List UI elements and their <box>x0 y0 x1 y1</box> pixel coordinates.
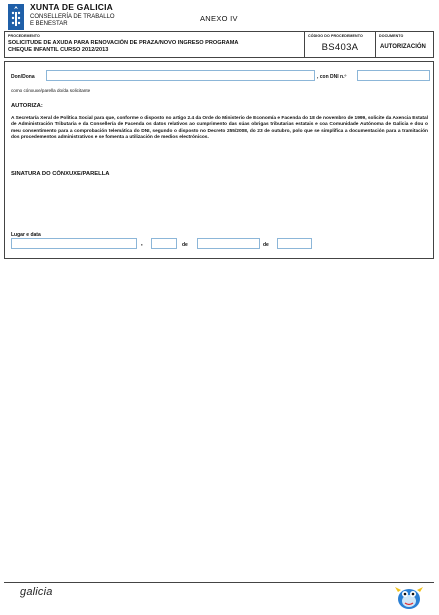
don-dona-label: Don/Dona <box>11 74 35 80</box>
dni-label: , con DNI n.º <box>317 74 347 80</box>
mascot-icon <box>390 584 428 612</box>
authorize-title: AUTORIZA: <box>11 103 43 109</box>
name-input[interactable] <box>46 70 315 81</box>
dni-input[interactable] <box>357 70 430 81</box>
procedure-title-line-2: CHEQUE INFANTIL CURSO 2012/2013 <box>8 47 109 53</box>
month-input[interactable] <box>197 238 260 249</box>
xunta-coat-of-arms-icon <box>8 4 24 30</box>
procedure-title-line-1: SOLICITUDE DE AXUDA PARA RENOVACIÓN DE PRAZA/NOVO INGRESO PROGRAMA <box>8 40 239 46</box>
authorize-text: A Secretaría Xeral de Política Social para que, conforme o disposto no artigo 2.4 da Orde do Ministerio de Economía e Facenda do 18 de novembro de 1999, solicite da Axencia Estatal de Administración Tributaria e da Consellería de Facenda os datos relativos ao cumprimento das súas obrigas tributarias estatais e coa Comunidade Autónoma de Galicia e dou o meu consentimento para a comprobación telemática do DNI, segundo o disposto no Decreto 255/2008, do 23 de outubro, polo que se simplifica a documentación para a tramitación dos procedementos administrativos e se fomenta a utilización de medios electrónicos. <box>11 116 428 140</box>
footer-divider <box>4 582 434 583</box>
procedure-code-label: CÓDIGO DO PROCEDEMENTO <box>308 34 363 38</box>
galicia-brand-logo: galicia <box>20 586 53 598</box>
annex-title: ANEXO IV <box>200 14 238 23</box>
organization-name: XUNTA DE GALICIA <box>30 2 114 12</box>
procedure-code-cell <box>305 32 376 57</box>
procedure-label: PROCEDEMENTO <box>8 34 40 38</box>
document-cell <box>376 32 433 57</box>
place-date-label: Lugar e data <box>11 232 41 238</box>
document-label: DOCUMENTO <box>379 34 404 38</box>
spouse-note: como cónxuxe/parella do/da solicitante <box>11 88 91 93</box>
department-line-1: CONSELLERÍA DE TRABALLO <box>30 13 115 20</box>
procedure-table <box>4 31 434 58</box>
place-input[interactable] <box>11 238 137 249</box>
date-separator-de-1: de <box>182 242 188 248</box>
procedure-code-value: BS403A <box>321 42 359 53</box>
place-comma: , <box>141 241 143 247</box>
procedure-cell <box>5 32 305 57</box>
authorization-form <box>4 61 434 259</box>
organization-block <box>30 3 115 28</box>
department-line-2: E BENESTAR <box>30 20 68 27</box>
day-input[interactable] <box>151 238 177 249</box>
document-value: AUTORIZACIÓN <box>380 44 426 50</box>
year-input[interactable] <box>277 238 312 249</box>
signature-label: SINATURA DO CÓNXUXE/PARELLA <box>11 171 110 177</box>
date-separator-de-2: de <box>263 242 269 248</box>
